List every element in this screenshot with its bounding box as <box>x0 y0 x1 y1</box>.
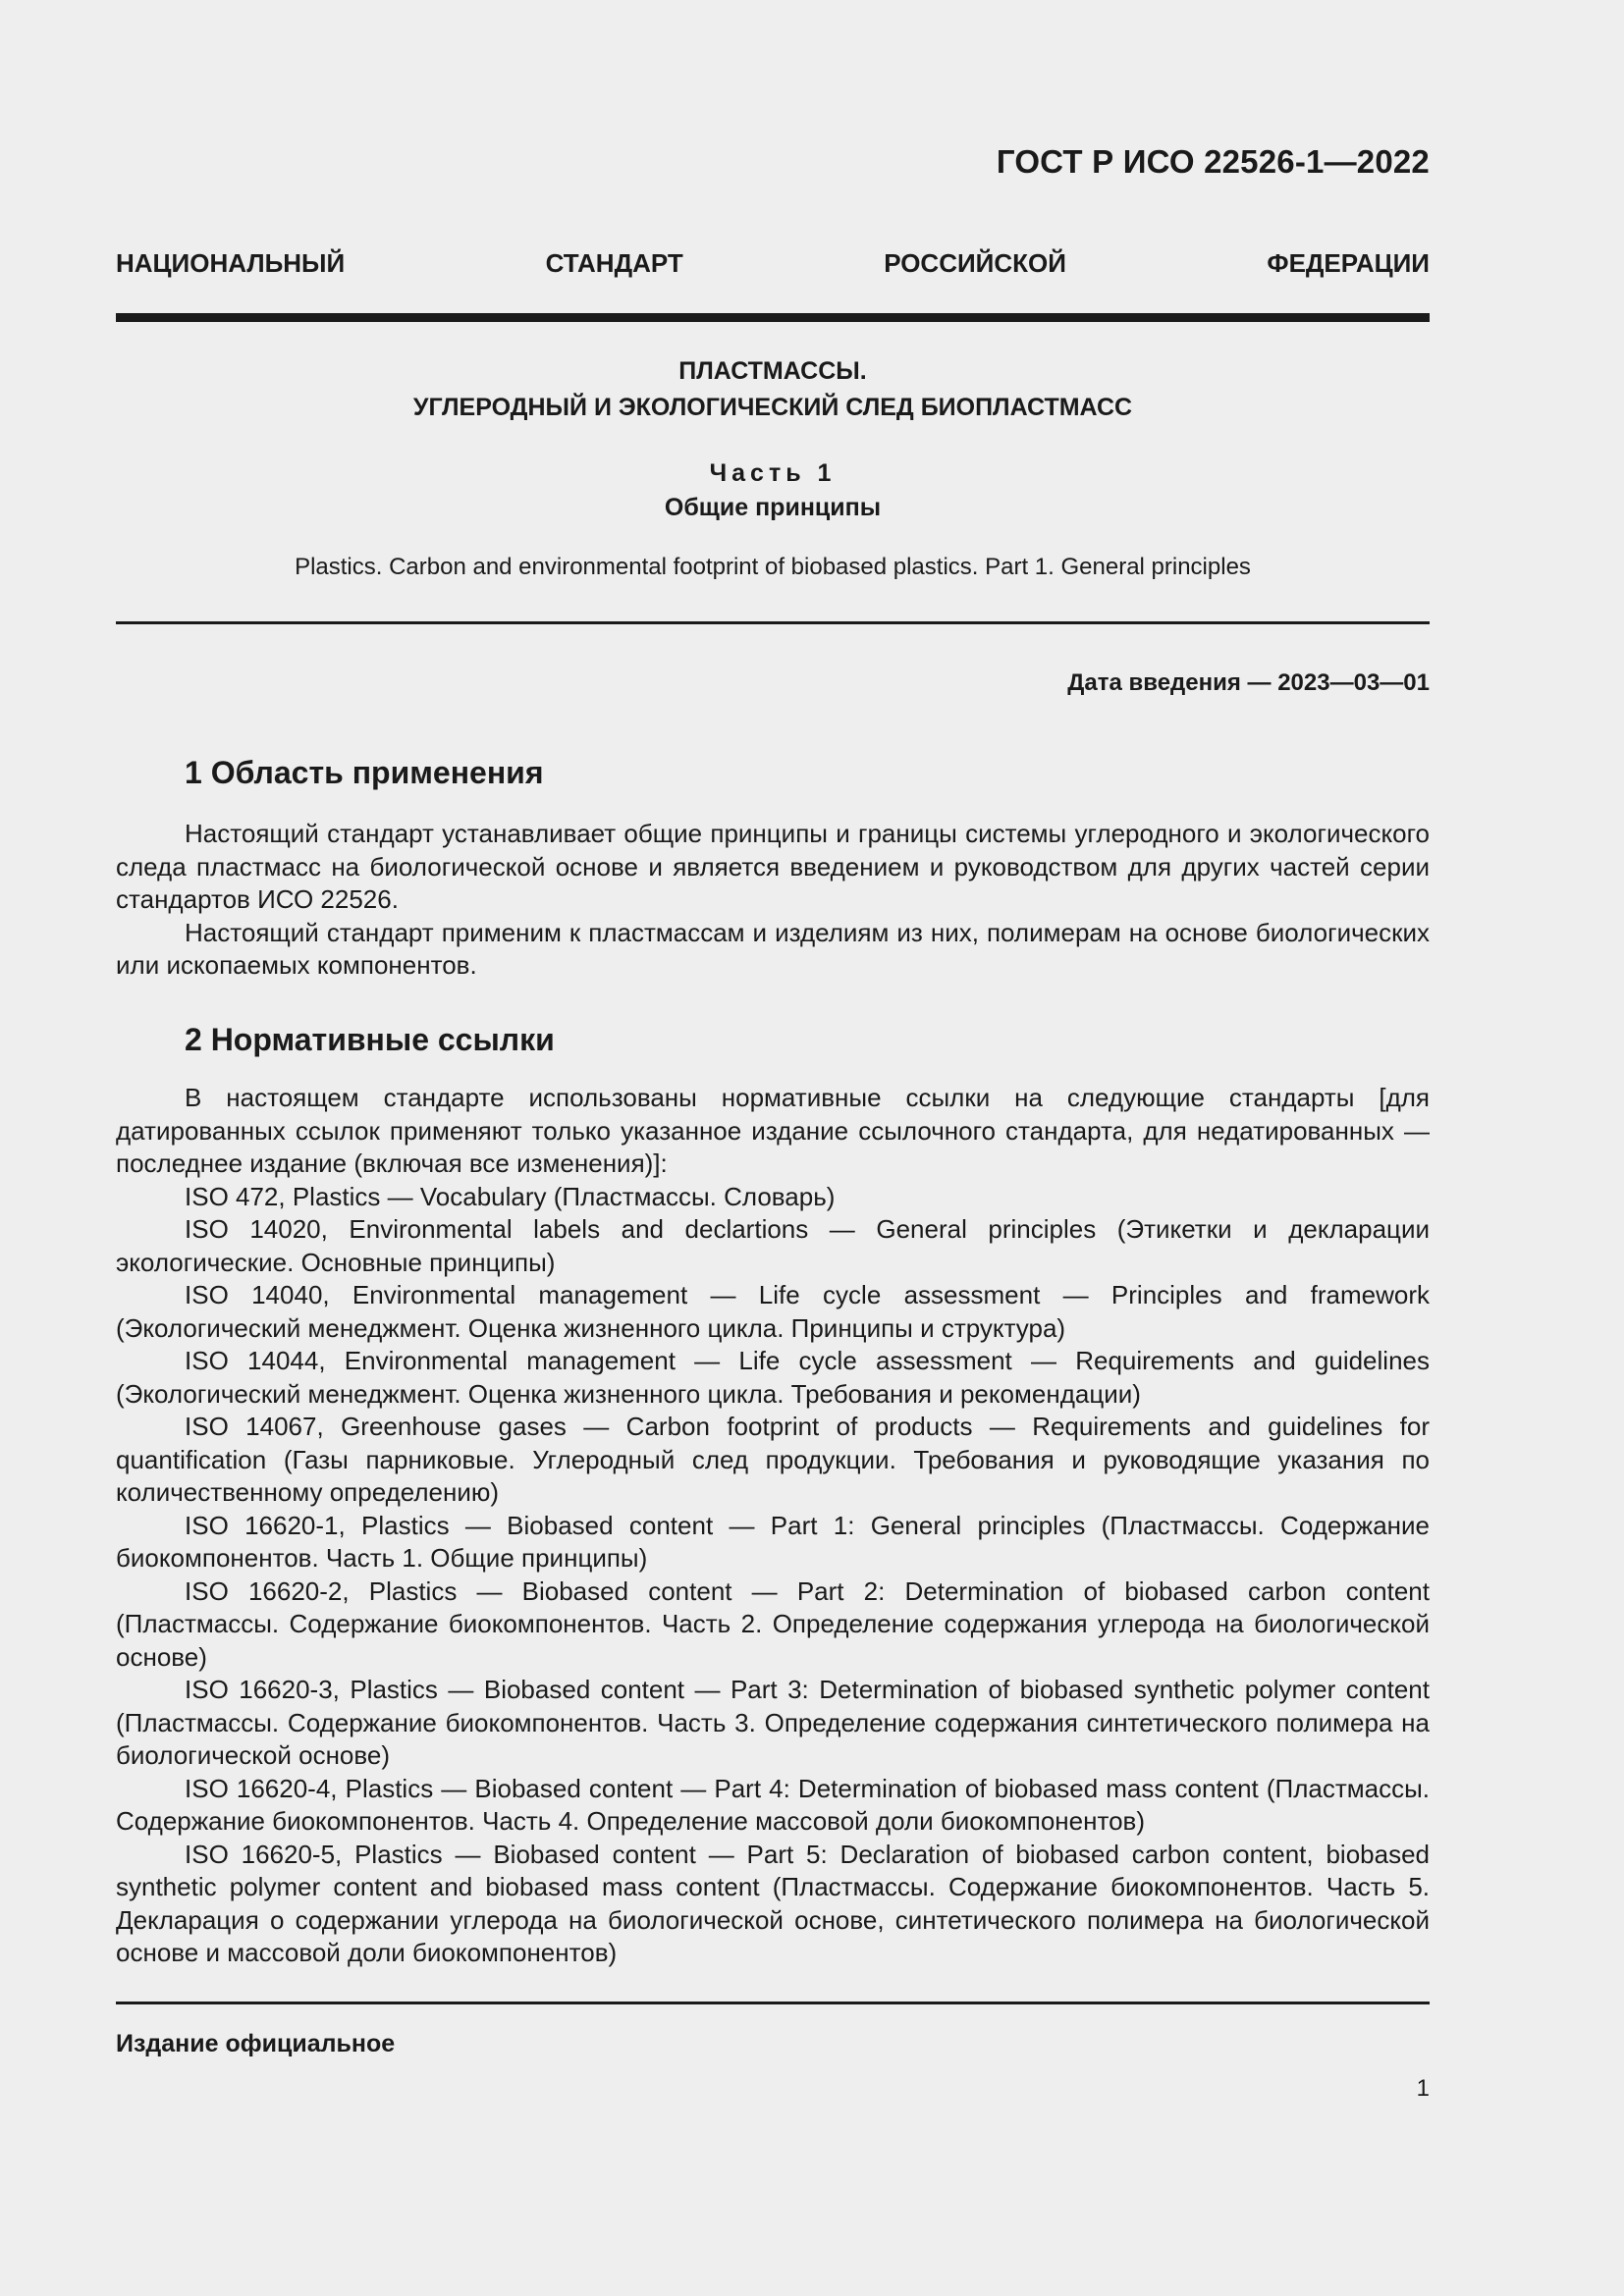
english-title: Plastics. Carbon and environmental footprint of biobased plastics. Part 1. General principles <box>295 554 1251 580</box>
paragraph: Настоящий стандарт устанавливает общие принципы и границы системы углеродного и экологического следа пластмасс на биологической основе и является введением и руководством для других частей серии стандартов ИСО 22526. <box>116 819 1430 914</box>
footer-divider <box>116 2002 1430 2004</box>
paragraph: Настоящий стандарт применим к пластмассам и изделиям из них, полимерам на основе биологических или ископаемых компонентов. <box>116 917 1430 980</box>
banner-word: РОССИЙСКОЙ <box>884 248 1066 278</box>
page-number: 1 <box>1416 2075 1430 2102</box>
reference-item: ISO 16620-1, Plastics — Biobased content — Part 1: General principles (Пластмассы. Содержание биокомпонентов. Часть 1. Общие принципы) <box>116 1510 1430 1573</box>
national-standard-banner <box>116 248 1430 279</box>
section-2-heading: 2 Нормативные ссылки <box>185 1022 555 1057</box>
official-edition-label: Издание официальное <box>116 2030 396 2057</box>
section-1-body <box>116 818 1430 983</box>
section-1-heading: 1 Область применения <box>185 755 544 790</box>
title-line-1: ПЛАСТМАССЫ. <box>678 357 867 385</box>
title-divider <box>116 621 1430 624</box>
part-label: Часть 1 <box>709 459 837 487</box>
reference-item: ISO 14067, Greenhouse gases — Carbon footprint of products — Requirements and guidelines for quantification (Газы парниковые. Углеродный след продукции. Требования и руководящие указания по количественному определению) <box>116 1412 1430 1507</box>
reference-item: ISO 472, Plastics — Vocabulary (Пластмассы. Словарь) <box>185 1181 836 1211</box>
reference-item: ISO 16620-3, Plastics — Biobased content — Part 3: Determination of biobased synthetic polymer content (Пластмассы. Содержание биокомпонентов. Часть 3. Определение содержания синтетического полимера на биологической основе) <box>116 1675 1430 1770</box>
reference-item: ISO 16620-4, Plastics — Biobased content — Part 4: Determination of biobased mass content (Пластмассы. Содержание биокомпонентов. Часть 4. Определение массовой доли биокомпонентов) <box>116 1773 1430 1836</box>
banner-word: НАЦИОНАЛЬНЫЙ <box>116 248 346 278</box>
title-line-2: УГЛЕРОДНЫЙ И ЭКОЛОГИЧЕСКИЙ СЛЕД БИОПЛАСТМАСС <box>412 394 1133 421</box>
section-2-body <box>116 1082 1430 1970</box>
banner-word: ФЕДЕРАЦИИ <box>1267 248 1430 278</box>
header-divider <box>116 313 1430 322</box>
part-subtitle: Общие принципы <box>664 494 882 521</box>
reference-item: ISO 16620-2, Plastics — Biobased content — Part 2: Determination of biobased carbon content (Пластмассы. Содержание биокомпонентов. Часть 2. Определение содержания углерода на биологической основе) <box>116 1575 1430 1672</box>
reference-item: ISO 14020, Environmental labels and declartions — General principles (Этикетки и декларации экологические. Основные принципы) <box>116 1214 1430 1277</box>
reference-item: ISO 14040, Environmental management — Life cycle assessment — Principles and framework (Экологический менеджмент. Оценка жизненного цикла. Принципы и структура) <box>116 1280 1430 1343</box>
paragraph: В настоящем стандарте использованы нормативные ссылки на следующие стандарты [для датированных ссылок применяют только указанное издание ссылочного стандарта, для недатированных — последнее издание (включая все изменения)]: <box>116 1083 1430 1178</box>
introduction-date: Дата введения — 2023—03—01 <box>1067 669 1430 696</box>
banner-word: СТАНДАРТ <box>545 248 683 278</box>
reference-item: ISO 16620-5, Plastics — Biobased content — Part 5: Declaration of biobased carbon content, biobased synthetic polymer content and biobased mass content (Пластмассы. Содержание биокомпонентов. Часть 5. Декларация о содержании углерода на биологической основе, синтетического полимера на биологической основе и массовой доли биокомпонентов) <box>116 1839 1430 1967</box>
document-code: ГОСТ Р ИСО 22526-1—2022 <box>996 143 1430 180</box>
reference-item: ISO 14044, Environmental management — Life cycle assessment — Requirements and guidelines (Экологический менеджмент. Оценка жизненного цикла. Требования и рекомендации) <box>116 1346 1430 1409</box>
